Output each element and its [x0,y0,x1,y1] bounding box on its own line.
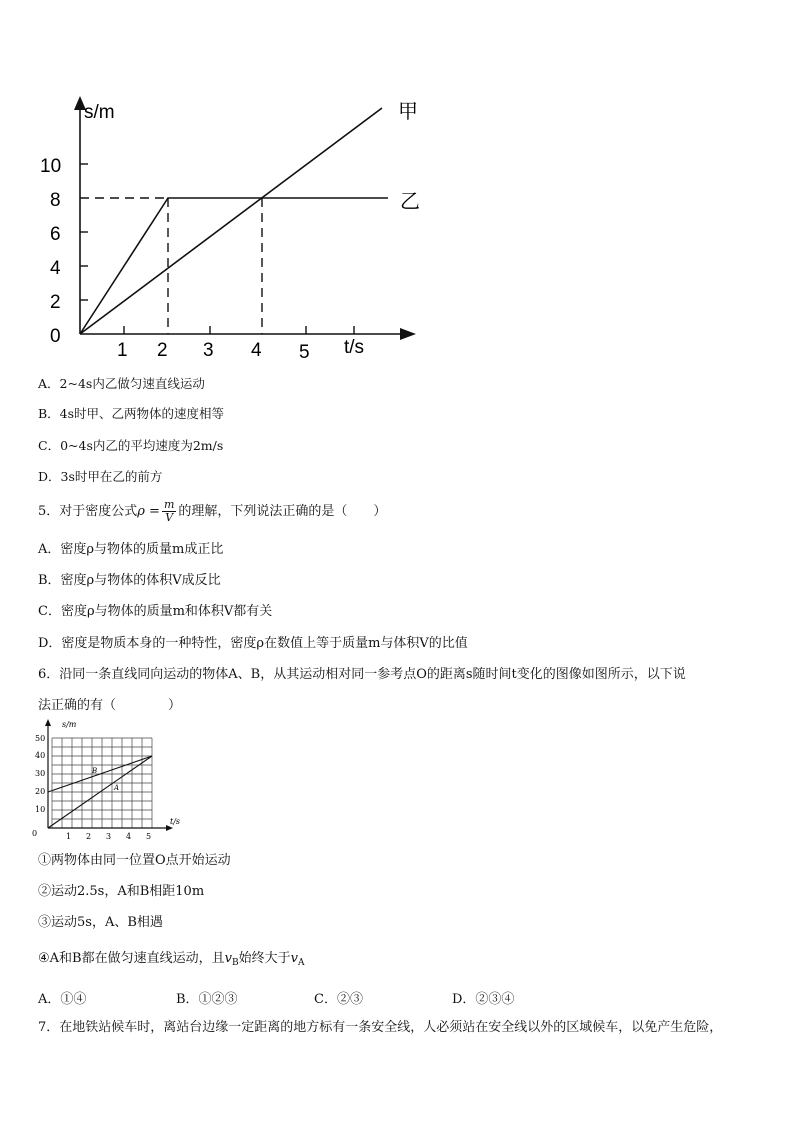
q6-vb-sub: B [231,958,239,968]
q5-frac-den: V [165,511,174,524]
q6-va: v [290,951,298,966]
q5-option-c: C．密度ρ与物体的质量m和体积V都有关 [38,604,273,619]
y-tick-label: 30 [35,769,46,778]
q6-statement-1: ①两物体由同一位置O点开始运动 [38,853,231,868]
q6-choice-a: A．①④ [38,992,87,1007]
q6-statement-4 [38,950,304,972]
x-tick-label: 1 [66,832,72,841]
q6-va-sub: A [297,958,305,968]
x-tick-label: 1 [117,340,128,361]
x-axis-label: t/s [344,337,365,358]
y-tick-label: 2 [50,292,61,313]
q6-statement-3: ③运动5s，A、B相遇 [38,915,163,930]
x-tick-label: 3 [106,832,112,841]
y-axis-label: s/m [84,102,115,123]
q7-stem: 7．在地铁站候车时，离站台边缘一定距离的地方标有一条安全线，人必须站在安全线以外的区域候车，以免产生危险， [38,1020,723,1035]
y-tick-label: 6 [50,224,61,245]
st-graph-a-b [30,716,190,846]
q4-option-d: D．3s时甲在乙的前方 [38,469,163,484]
q5-stem-after: 的理解，下列说法正确的是（ ） [178,504,387,519]
y-tick-label: 50 [35,734,46,743]
q6-choice-c: C．②③ [314,992,363,1007]
q6-stem-line1: 6．沿同一条直线同向运动的物体A、B，从其运动相对同一参考点O的距离s随时间t变化的图像如图所示，以下说 [38,667,686,682]
q5-fraction [162,499,176,524]
q4-option-a: A．2~4s内乙做匀速直线运动 [38,376,205,391]
q5-option-b: B．密度ρ与物体的体积V成反比 [38,573,221,588]
q6-stem-line2: 法正确的有（ ） [38,698,182,713]
y-tick-label: 0 [50,326,61,347]
st-graph-jia-yi [38,90,438,370]
q6-statement-4-mid: 始终大于 [238,951,291,966]
x-tick-label: 2 [86,832,92,841]
label-jia: 甲 [398,99,418,123]
y-tick-label: 0 [32,829,38,838]
x-tick-label: 5 [299,342,310,363]
line-jia [80,108,382,334]
x-tick-label: 5 [146,832,152,841]
y-tick-label: 10 [40,156,62,177]
q4-option-c: C．0~4s内乙的平均速度为2m/s [38,438,224,453]
q5-frac-num: m [163,498,175,511]
x-axis-arrow [400,328,416,340]
x-tick-label: 3 [203,340,214,361]
y-tick-label: 10 [35,805,46,814]
q5-rho: ρ = [137,504,160,519]
q5-stem-before: 5．对于密度公式 [38,504,138,519]
q6-choice-d: D．②③④ [452,992,515,1007]
q5-stem [38,498,386,526]
y-tick-label: 40 [35,751,46,760]
label-a: A [114,784,120,792]
x-tick-label: 4 [251,340,262,361]
q6-vb: v [224,951,232,966]
x-tick-label: 2 [157,340,168,361]
q6-statement-2: ②运动2.5s，A和B相距10m [38,884,205,899]
label-yi: 乙 [400,189,420,213]
y-tick-label: 8 [50,190,61,211]
q4-option-b: B．4s时甲、乙两物体的速度相等 [38,406,225,421]
q5-option-a: A．密度ρ与物体的质量m成正比 [38,542,224,557]
y-tick-label: 20 [35,787,46,796]
y-tick-label: 4 [50,258,61,279]
label-b: B [92,767,98,775]
x-axis-label: t/s [170,817,181,826]
x-tick-label: 4 [126,832,132,841]
y-axis-label: s/m [62,720,77,729]
q5-option-d: D．密度是物质本身的一种特性，密度ρ在数值上等于质量m与体积V的比值 [38,636,468,651]
q6-choice-b: B．①②③ [176,992,238,1007]
q6-statement-4-pre: ④A和B都在做匀速直线运动，且 [38,951,225,966]
